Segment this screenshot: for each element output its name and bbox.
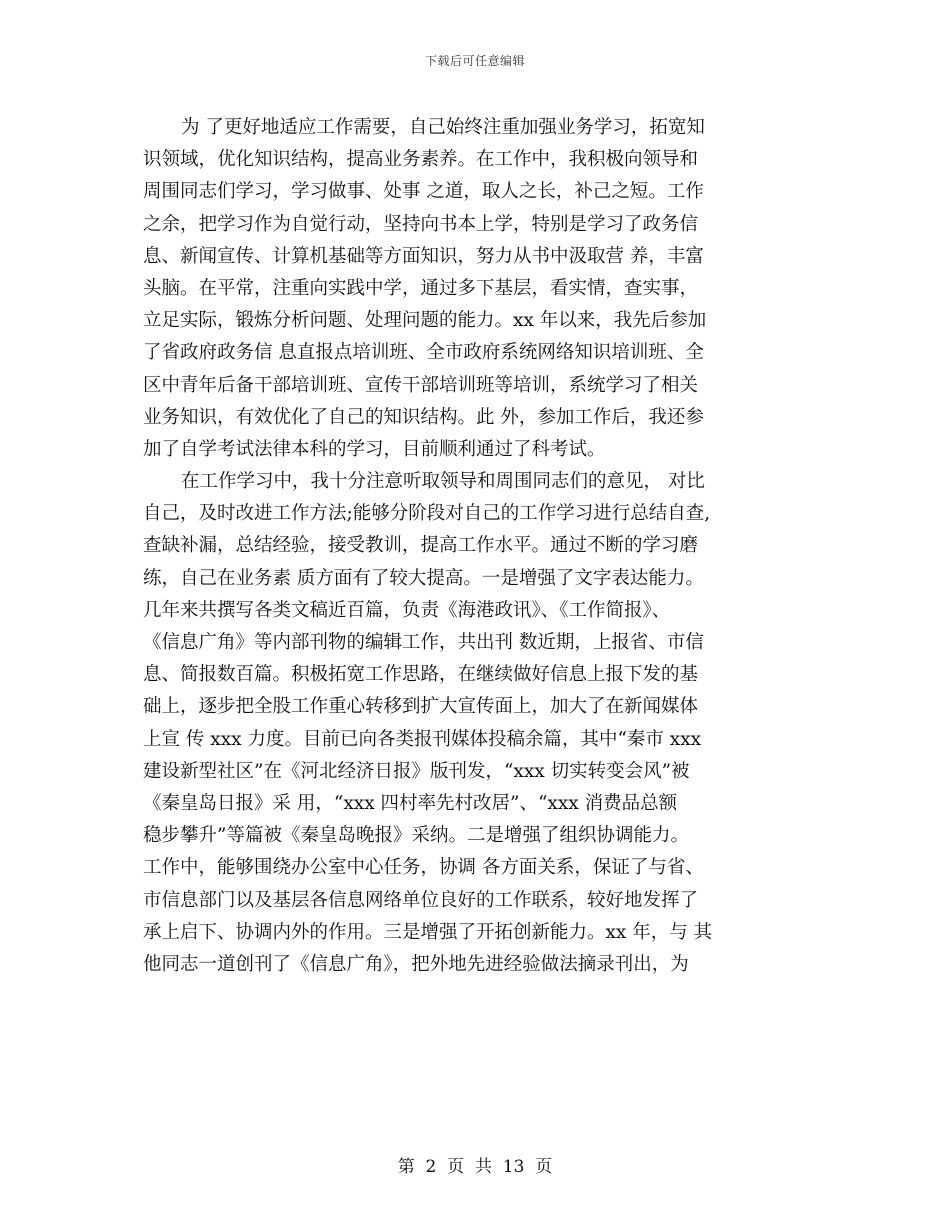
page-header: 下载后可任意编辑 xyxy=(424,54,525,68)
text-line: 为 了更好地适应工作需要，自己始终注重加强业务学习，拓宽知 xyxy=(181,117,705,138)
text-line: 市信息部门以及基层各信息网络单位良好的工作联系，较好地发挥了 xyxy=(143,889,699,911)
text-line: 加了自学考试法律本科的学习，目前顺利通过了科考试。 xyxy=(143,438,606,460)
text-line: 业务知识，有效优化了自己的知识结构。此 外，参加工作后，我还参 xyxy=(143,406,704,428)
text-line: 息、简报数百篇。积极拓宽工作思路，在继续做好信息上报下发的基 xyxy=(143,664,699,686)
text-line: 在工作学习中，我十分注意听取领导和周围同志们的意见， 对比 xyxy=(181,471,705,493)
text-line: 立足实际，锻炼分析问题、处理问题的能力。xx 年以来，我先后参加 xyxy=(143,310,707,332)
text-line: 头脑。在平常，注重向实践中学，通过多下基层，看实情，查实事， xyxy=(143,277,699,299)
text-line: 之余，把学习作为自觉行动，坚持向书本上学，特别是学习了政务信 xyxy=(143,213,699,235)
text-line: 建设新型社区”在《河北经济日报》版刊发，“xxx 切实转变会风”被 xyxy=(143,760,690,782)
page-footer: 第 2 页 共 13 页 xyxy=(397,1157,553,1177)
text-line: 《信息广角》等内部刊物的编辑工作，共出刊 数近期，上报省、市信 xyxy=(143,632,704,653)
text-line: 础上，逐步把全股工作重心转移到扩大宣传面上，加大了在新闻媒体 xyxy=(143,696,699,718)
text-line: 《秦皇岛日报》采 用，“xxx 四村率先村改居”、“xxx 消费品总额 xyxy=(143,792,678,814)
text-line: 承上启下、协调内外的作用。三是增强了开拓创新能力。xx 年，与 其 xyxy=(143,921,713,943)
text-line: 识领域，优化知识结构，提高业务素养。在工作中，我积极向领导和 xyxy=(143,149,699,171)
text-line: 工作中，能够围绕办公室中心任务，协调 各方面关系，保证了与省、 xyxy=(143,857,704,879)
text-line: 几年来共撰写各类文稿近百篇，负责《海港政讯》、《工作简报》、 xyxy=(143,599,671,621)
text-line: 区中青年后备干部培训班、宣传干部培训班等培训，系统学习了相关 xyxy=(143,374,699,396)
paragraph-1 xyxy=(143,112,807,466)
document-body xyxy=(143,112,807,981)
text-line: 自己，及时改进工作方法;能够分阶段对自己的工作学习进行总结自查, xyxy=(143,503,711,525)
text-line: 息、新闻宣传、计算机基础等方面知识，努力从书中汲取营 养，丰富 xyxy=(143,245,704,267)
text-line: 上宣 传 xxx 力度。目前已向各类报刊媒体投稿余篇，其中“秦市 xxx xyxy=(143,728,702,750)
text-line: 练，自己在业务素 质方面有了较大提高。一是增强了文字表达能力。 xyxy=(143,567,704,589)
text-line: 了省政府政务信 息直报点培训班、全市政府系统网络知识培训班、全 xyxy=(143,342,704,364)
text-line: 周围同志们学习，学习做事、处事 之道，取人之长，补己之短。工作 xyxy=(143,181,704,203)
paragraph-2 xyxy=(143,466,807,981)
text-line: 稳步攀升”等篇被《秦皇岛晚报》采纳。二是增强了组织协调能力。 xyxy=(143,825,689,847)
text-line: 查缺补漏，总结经验，接受教训，提高工作水平。通过不断的学习磨 xyxy=(143,535,699,557)
text-line: 他同志一道创刊了《信息广角》，把外地先进经验做法摘录刊出，为 xyxy=(143,953,689,975)
